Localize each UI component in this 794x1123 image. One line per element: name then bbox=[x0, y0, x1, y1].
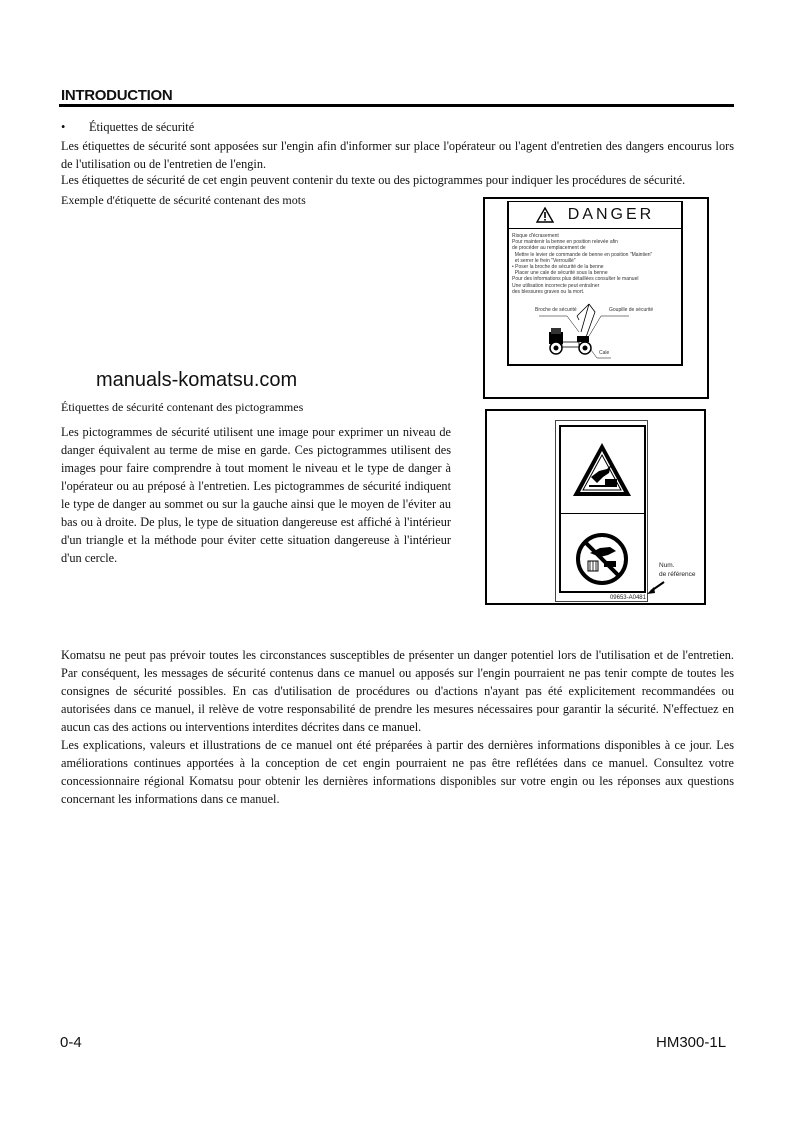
komatsu-paragraph-1: Komatsu ne peut pas prévoir toutes les circonstances susceptibles de présenter un danger potentiel lors de l'utilisation et de l'entretien. Par conséquent, les messages de sécurité contenus dans ce manuel ou apposés sur l'engin pourraient ne pas tenir compte de toutes les consignes de sécurité possibles. En cas d'utilisation de procédures ou d'actions n'ayant pas été explicitement recommandées ou autorisées dans ce manuel, il relève de votre responsabilité de prendre les mesures nécessaires pour garantir la sécurité. N'effectuez en aucun cas des actions ou interventions interdites décrites dans ce manuel. bbox=[61, 648, 734, 734]
page-title: INTRODUCTION bbox=[61, 87, 173, 104]
warning-triangle-icon bbox=[536, 207, 554, 223]
danger-label-figure bbox=[483, 197, 709, 399]
pictogram-label bbox=[555, 420, 648, 602]
section-heading-text: Étiquettes de sécurité bbox=[89, 120, 195, 134]
pictogram-divider bbox=[561, 513, 644, 514]
komatsu-paragraph-2: Les explications, valeurs et illustrations de ce manuel ont été préparées à partir des dernières informations disponibles à ce jour. Les améliorations continues apportées à la conception de cet engin pourraient ne pas être reflétées dans ce manuel. Consultez votre concessionnaire régional Komatsu pour obtenir les dernières informations disponibles sur votre engin ou les réponses aux questions concernant les informations dans ce manuel. bbox=[61, 738, 734, 806]
callout-safety-pin: Broche de sécurité bbox=[535, 307, 577, 313]
danger-signal-word: DANGER bbox=[567, 206, 655, 223]
watermark: manuals-komatsu.com bbox=[96, 369, 298, 391]
danger-label-header bbox=[509, 202, 681, 229]
section-heading bbox=[61, 120, 194, 135]
danger-fine-print: Risque d'écrasement Pour maintenir la benne en position relevée afin de procéder au remplacement de Mettre le levier de commande de benne en position "Maintien" et serrer le frein "Verrouillé" • Poser la broche de sécurité de la benne Placer une cale de sécurité sous la benne Pour des informations plus détaillées consulter le manuel Une utilisation incorrecte peut entraîner des blessures graves ou la mort. bbox=[512, 233, 653, 295]
pictogram-label-figure bbox=[485, 409, 706, 605]
bullet-icon: • bbox=[61, 120, 66, 134]
pictogram-label-inner bbox=[559, 425, 646, 593]
danger-label bbox=[507, 201, 683, 366]
intro-paragraph-1: Les étiquettes de sécurité sont apposées sur l'engin afin d'informer sur place l'opérateur ou l'agent d'entretien des dangers encourus lors de l'utilisation ou de l'entretien de l'engin. bbox=[61, 139, 734, 171]
intro-paragraph-2: Les étiquettes de sécurité de cet engin peuvent contenir du texte ou des pictogrammes pour indiquer les procédures de sécurité. bbox=[61, 173, 686, 187]
crush-hazard-triangle-icon bbox=[571, 441, 633, 499]
pictogram-heading: Étiquettes de sécurité contenant des pictogrammes bbox=[61, 400, 304, 414]
reference-caption: Num. de référence bbox=[659, 562, 696, 578]
no-hand-prohibition-icon bbox=[574, 531, 630, 587]
title-rule bbox=[59, 104, 734, 107]
arrow-icon bbox=[647, 581, 665, 595]
model-number: HM300-1L bbox=[656, 1034, 727, 1051]
callout-safety-lock-pin: Goupille de sécurité bbox=[609, 307, 654, 313]
example-words-caption: Exemple d'étiquette de sécurité contenant des mots bbox=[61, 193, 306, 207]
callout-block: Cale bbox=[599, 350, 610, 356]
page-number: 0-4 bbox=[60, 1034, 82, 1051]
reference-code: 09653-A0481 bbox=[609, 595, 646, 601]
pictogram-paragraph: Les pictogrammes de sécurité utilisent une image pour exprimer un niveau de danger équivalent au terme de mise en garde. Ces pictogrammes utilisent des images pour faire comprendre à tout moment le niveau et le type de danger à l'opérateur ou au préposé à l'entretien. Les pictogrammes de sécurité indiquent le type de danger au sommet ou sur la gauche ainsi que le moyen de l'éviter au bas ou à droite. De plus, le type de situation dangereuse est affiché à l'intérieur d'un triangle et la méthode pour éviter cette situation dangereuse à l'intérieur d'un cercle. bbox=[61, 425, 451, 565]
